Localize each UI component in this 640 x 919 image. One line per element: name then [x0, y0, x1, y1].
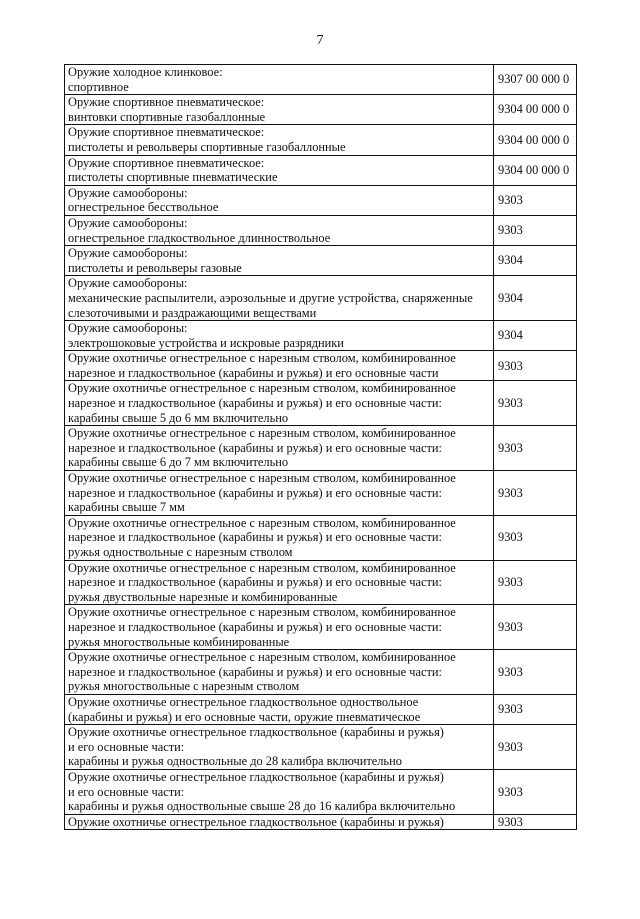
description-line: огнестрельное гладкоствольное длинноствольное	[68, 230, 331, 245]
item-description	[65, 155, 494, 185]
description-line: Оружие самообороны:	[68, 185, 188, 200]
item-description	[65, 351, 494, 381]
item-description	[65, 605, 494, 650]
commodity-code: 9303	[494, 650, 577, 695]
table-body	[65, 65, 577, 830]
item-description	[65, 65, 494, 95]
description-line: Оружие охотничье огнестрельное с нарезным стволом, комбинированное	[68, 560, 456, 575]
table-row	[65, 769, 577, 814]
item-description	[65, 321, 494, 351]
commodity-code: 9303	[494, 351, 577, 381]
table-row	[65, 471, 577, 516]
description-line: карабины и ружья одноствольные свыше 28 до 16 калибра включительно	[68, 799, 456, 814]
description-line: Оружие спортивное пневматическое:	[68, 155, 265, 170]
item-description	[65, 215, 494, 245]
item-description	[65, 694, 494, 724]
commodity-code: 9303	[494, 694, 577, 724]
description-line: Оружие охотничье огнестрельное гладкоствольное (карабины и ружья)	[68, 725, 444, 740]
description-line: Оружие самообороны:	[68, 321, 188, 336]
table-row	[65, 95, 577, 125]
table-row	[65, 515, 577, 560]
description-line: пистолеты спортивные пневматические	[68, 170, 278, 185]
description-line: Оружие самообороны:	[68, 246, 188, 261]
table-row	[65, 65, 577, 95]
description-line: электрошоковые устройства и искровые разрядники	[68, 335, 344, 350]
table-row	[65, 725, 577, 770]
item-description	[65, 381, 494, 426]
table-row	[65, 185, 577, 215]
description-line: Оружие самообороны:	[68, 276, 188, 291]
item-description	[65, 185, 494, 215]
table-row	[65, 650, 577, 695]
commodity-code: 9303	[494, 560, 577, 605]
table-row	[65, 321, 577, 351]
commodity-code: 9304	[494, 276, 577, 321]
table-row	[65, 155, 577, 185]
description-line: нарезное и гладкоствольное (карабины и ружья) и его основные части:	[68, 396, 442, 411]
commodity-code: 9303	[494, 725, 577, 770]
description-line: ружья двуствольные нарезные и комбинированные	[68, 589, 338, 604]
item-description	[65, 515, 494, 560]
commodity-code: 9303	[494, 814, 577, 830]
table-row	[65, 246, 577, 276]
description-line: Оружие охотничье огнестрельное гладкоствольное (карабины и ружья)	[68, 769, 444, 784]
description-line: карабины свыше 5 до 6 мм включительно	[68, 410, 289, 425]
commodity-code: 9303	[494, 605, 577, 650]
description-line: ружья одноствольные с нарезным стволом	[68, 545, 293, 559]
description-line: Оружие охотничье огнестрельное с нарезным стволом, комбинированное	[68, 426, 456, 441]
commodity-code: 9303	[494, 185, 577, 215]
page-number: 7	[316, 33, 324, 48]
description-line: нарезное и гладкоствольное (карабины и ружья) и его основные части:	[68, 619, 442, 634]
item-description	[65, 125, 494, 155]
table-row	[65, 560, 577, 605]
table-row	[65, 351, 577, 381]
description-line: Оружие охотничье огнестрельное с нарезным стволом, комбинированное	[68, 605, 456, 620]
commodity-code: 9304 00 000 0	[494, 155, 577, 185]
commodity-code: 9304	[494, 246, 577, 276]
commodity-code: 9304 00 000 0	[494, 95, 577, 125]
item-description	[65, 426, 494, 471]
table-row	[65, 215, 577, 245]
description-line: нарезное и гладкоствольное (карабины и ружья) и его основные части:	[68, 440, 442, 455]
item-description	[65, 814, 494, 830]
description-line: и его основные части:	[68, 784, 185, 799]
commodity-code: 9303	[494, 769, 577, 814]
description-line: винтовки спортивные газобаллонные	[68, 109, 266, 124]
description-line: Оружие охотничье огнестрельное с нарезным стволом, комбинированное	[68, 515, 456, 530]
description-line: Оружие спортивное пневматическое:	[68, 95, 265, 110]
description-line: механические распылители, аэрозольные и другие устройства, снаряженные	[68, 290, 473, 305]
description-line: (карабины и ружья) и его основные части, оружие пневматическое	[68, 709, 421, 724]
commodity-code: 9307 00 000 0	[494, 65, 577, 95]
description-line: ружья многоствольные комбинированные	[68, 634, 290, 649]
description-line: Оружие охотничье огнестрельное гладкоствольное (карабины и ружья)	[68, 814, 444, 829]
item-description	[65, 95, 494, 125]
table-row	[65, 605, 577, 650]
commodity-code: 9304	[494, 321, 577, 351]
description-line: слезоточивыми и раздражающими веществами	[68, 305, 317, 320]
description-line: пистолеты и револьверы газовые	[68, 260, 242, 275]
commodity-code: 9303	[494, 471, 577, 516]
description-line: нарезное и гладкоствольное (карабины и ружья) и его основные части:	[68, 664, 442, 679]
description-line: спортивное	[68, 79, 129, 94]
description-line: нарезное и гладкоствольное (карабины и ружья) и его основные части	[68, 365, 439, 380]
description-line: Оружие самообороны:	[68, 215, 188, 230]
item-description	[65, 650, 494, 695]
classification-table	[64, 64, 577, 830]
table-row	[65, 694, 577, 724]
table-row	[65, 381, 577, 426]
description-line: Оружие охотничье огнестрельное с нарезным стволом, комбинированное	[68, 381, 456, 396]
description-line: нарезное и гладкоствольное (карабины и ружья) и его основные части:	[68, 530, 442, 545]
item-description	[65, 246, 494, 276]
commodity-code: 9303	[494, 515, 577, 560]
table-row	[65, 125, 577, 155]
item-description	[65, 769, 494, 814]
description-line: Оружие охотничье огнестрельное с нарезным стволом, комбинированное	[68, 351, 456, 366]
table-row	[65, 814, 577, 830]
description-line: пистолеты и револьверы спортивные газобаллонные	[68, 139, 346, 154]
description-line: нарезное и гладкоствольное (карабины и ружья) и его основные части:	[68, 485, 442, 500]
description-line: Оружие охотничье огнестрельное с нарезным стволом, комбинированное	[68, 471, 456, 486]
item-description	[65, 725, 494, 770]
item-description	[65, 276, 494, 321]
description-line: карабины и ружья одноствольные до 28 калибра включительно	[68, 754, 402, 769]
description-line: нарезное и гладкоствольное (карабины и ружья) и его основные части:	[68, 575, 442, 590]
item-description	[65, 471, 494, 516]
commodity-code: 9303	[494, 381, 577, 426]
table-row	[65, 276, 577, 321]
description-line: Оружие охотничье огнестрельное с нарезным стволом, комбинированное	[68, 650, 456, 665]
description-line: Оружие охотничье огнестрельное гладкоствольное одноствольное	[68, 694, 419, 709]
commodity-code: 9303	[494, 215, 577, 245]
commodity-code: 9304 00 000 0	[494, 125, 577, 155]
description-line: карабины свыше 7 мм	[68, 500, 185, 515]
commodity-code: 9303	[494, 426, 577, 471]
description-line: карабины свыше 6 до 7 мм включительно	[68, 455, 289, 470]
description-line: и его основные части:	[68, 739, 185, 754]
description-line: огнестрельное бесствольное	[68, 200, 219, 215]
table-row	[65, 426, 577, 471]
description-line: ружья многоствольные с нарезным стволом	[68, 679, 300, 694]
item-description	[65, 560, 494, 605]
description-line: Оружие холодное клинковое:	[68, 65, 223, 79]
description-line: Оружие спортивное пневматическое:	[68, 125, 265, 140]
